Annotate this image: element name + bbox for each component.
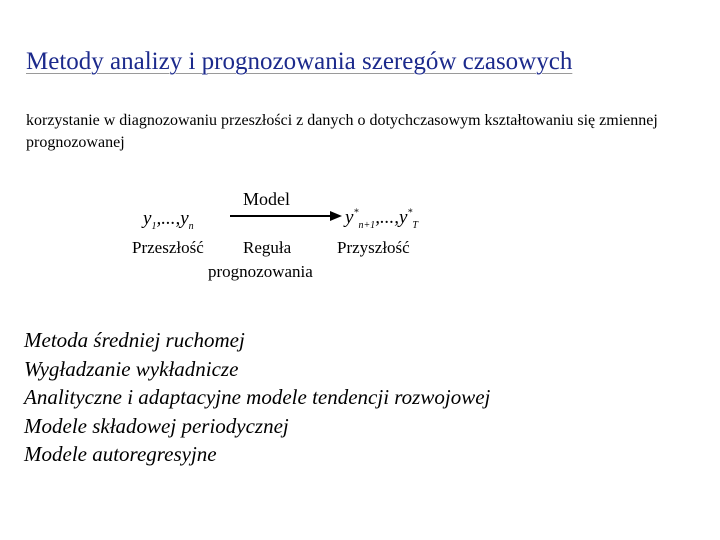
- method-item: Metoda średniej ruchomej: [24, 328, 245, 352]
- model-label: Model: [243, 189, 290, 209]
- past-values-formula: [143, 208, 194, 232]
- arrow-head: [330, 211, 342, 221]
- future-y-last: y: [398, 207, 408, 228]
- future-sup-first: *: [353, 207, 359, 219]
- method-item: Modele składowej periodycznej: [24, 413, 289, 438]
- methods-list: [24, 326, 490, 469]
- future-values-formula: [345, 207, 418, 231]
- future-separator: ,...,: [375, 207, 399, 228]
- past-y-first: y: [143, 208, 152, 229]
- past-sub-last: n: [188, 220, 194, 232]
- slide-title: Metody analizy i prognozowania szeregów czasowych: [26, 48, 573, 75]
- future-sub-last: T: [412, 219, 418, 231]
- rule-label-line1: Reguła: [243, 238, 292, 257]
- intro-text: korzystanie w diagnozowaniu przeszłości z danych o dotychczasowym kształtowaniu się zmiennej prognozowanej: [26, 112, 658, 151]
- past-y-last: y: [180, 208, 189, 229]
- future-sup-last: *: [407, 207, 413, 219]
- past-label: Przeszłość: [132, 238, 204, 257]
- past-sub-first: 1: [151, 220, 157, 232]
- method-item: Analityczne i adaptacyjne modele tendencji rozwojowej: [24, 385, 491, 409]
- rule-label-line2: prognozowania: [208, 262, 313, 281]
- future-y-first: y: [345, 207, 354, 228]
- future-sub-first: n+1: [358, 219, 376, 231]
- method-item: Wygładzanie wykładnicze: [24, 356, 239, 381]
- forecast-arrow: [230, 210, 342, 222]
- past-separator: ,...,: [156, 208, 181, 229]
- future-label: Przyszłość: [337, 238, 410, 257]
- method-item: Modele autoregresyjne: [24, 442, 217, 466]
